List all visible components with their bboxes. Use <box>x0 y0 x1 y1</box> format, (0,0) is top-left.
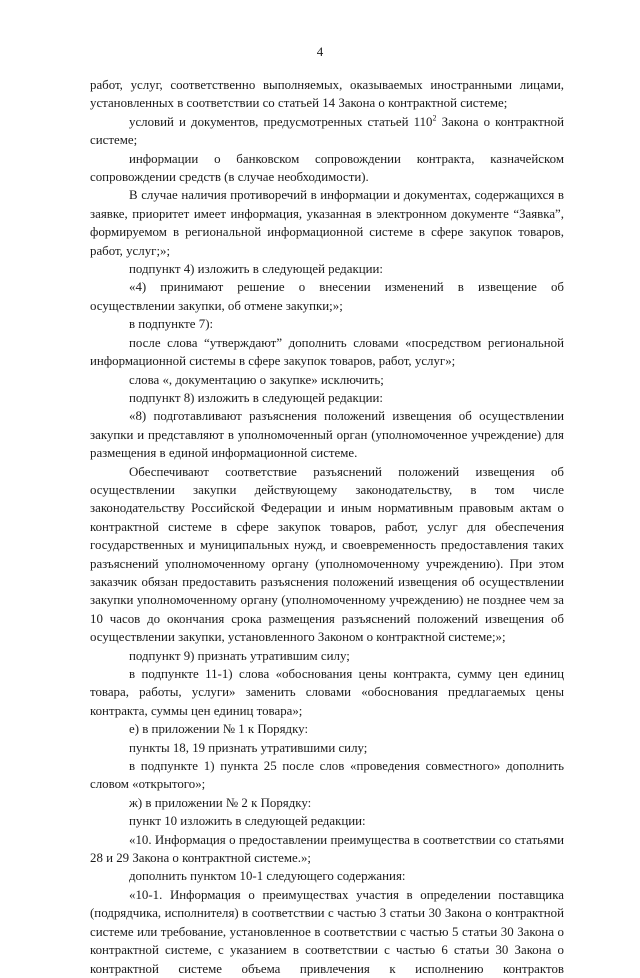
p-point-10-1-text <box>90 886 564 978</box>
p-conditions <box>90 113 564 150</box>
paragraph-text: В случае наличия противоречий в информации и документах, содержащихся в заявке, приоритет имеет информация, указанная в электронном документе “Заявка”, формируемом в региональной информационной системе в сфере закупок товаров, работ, услуг;»; <box>90 188 564 258</box>
p-subpoint9 <box>90 647 564 665</box>
p-add-point-10-1 <box>90 867 564 885</box>
paragraph-text: Обеспечивают соответствие разъяснений положений извещения об осуществлении закупки действующему законодательству, в том числе законодательству Российской Федерации и иным нормативным правовым актам о контрактной системе в сфере закупок товаров, работ, услуг для обеспечения государственных и муниципальных нужд, и своевременность предоставления таких разъяснений уполномоченному органу (уполномоченному учреждению). При этом заказчик обязан предоставить разъяснения положений извещения об осуществлении закупки уполномоченному органу (уполномоченному учреждению) не позднее чем за 10 часов до окончания срока размещения разъяснений положений извещения об осуществлении закупки, установленного Законом о контрактной системе;»; <box>90 464 564 645</box>
paragraph-text: слова «, документацию о закупке» исключить; <box>129 372 384 387</box>
p-subpoint7-heading <box>90 315 564 333</box>
p-subpoint8-heading <box>90 389 564 407</box>
p-point-10-text <box>90 831 564 868</box>
p-item-zh <box>90 794 564 812</box>
p-subpoint4-heading <box>90 260 564 278</box>
paragraph-text: «10. Информация о предоставлении преимущества в соответствии со статьями 28 и 29 Закона о контрактной системе.»; <box>90 832 564 866</box>
p-after-approve <box>90 334 564 371</box>
p-subpoint8-text <box>90 407 564 462</box>
p-foreign-persons <box>90 76 564 113</box>
p-ensure-compliance <box>90 463 564 647</box>
p-bank-support <box>90 150 564 187</box>
p-subpoint11-1 <box>90 665 564 720</box>
paragraph-text: в подпункте 7): <box>129 317 214 332</box>
paragraph-text: дополнить пунктом 10-1 следующего содержания: <box>129 869 406 884</box>
p-exclude-words <box>90 371 564 389</box>
paragraph-text: в подпункте 11-1) слова «обоснования цены контракта, сумму цен единиц товара, работы, услуги» заменить словами «обоснования предлагаемых цены контракта, суммы цен единиц товара»; <box>90 667 564 718</box>
document-body <box>90 76 564 978</box>
paragraph-text: «10-1. Информация о преимуществах участия в определении поставщика (подрядчика, исполнителя) в соответствии с частью 3 статьи 30 Закона о контрактной системе или требование, установленное в соответствии с частью 5 статьи 30 Закона о контрактной системе, с указанием в соответствии с частью 6 статьи 30 Закона о контрактной системе объема привлечения к исполнению контрактов <box>90 887 564 976</box>
p-points-18-19 <box>90 739 564 757</box>
paragraph-text: пункты 18, 19 признать утратившими силу; <box>129 740 368 755</box>
paragraph-text: работ, услуг, соответственно выполняемых, оказываемых иностранными лицами, установленных в соответствии со статьей 14 Закона о контрактной системе; <box>90 78 564 111</box>
p-point-25 <box>90 757 564 794</box>
paragraph-text: после слова “утверждают” дополнить словами «посредством региональной информационной системы в сфере закупок товаров, работ, услуг»; <box>90 335 564 369</box>
page-number: 4 <box>316 44 324 59</box>
paragraph-text: пункт 10 изложить в следующей редакции: <box>129 814 366 829</box>
paragraph-text: подпункт 9) признать утратившим силу; <box>129 648 350 663</box>
paragraph-text: «4) принимают решение о внесении изменений в извещение об осуществлении закупки, об отмене закупки;»; <box>90 280 564 313</box>
paragraph-text: условий и документов, предусмотренных статьей 110 <box>129 114 433 129</box>
paragraph-text: подпункт 4) изложить в следующей редакции: <box>129 262 384 277</box>
paragraph-text: Закона о контрактной системе; <box>90 114 565 148</box>
paragraph-text: «8) подготавливают разъяснения положений извещения об осуществлении закупки и представляют в уполномоченный орган (уполномоченное учреждение) для размещения в единой информационной системе. <box>90 409 564 461</box>
p-item-e <box>90 720 564 738</box>
paragraph-text: е) в приложении № 1 к Порядку: <box>129 722 309 737</box>
paragraph-text: подпункт 8) изложить в следующей редакции: <box>129 390 384 405</box>
p-contradictions <box>90 186 564 260</box>
paragraph-text: информации о банковском сопровождении контракта, казначейском сопровождении средств (в случае необходимости). <box>90 151 564 185</box>
superscript: 2 <box>432 113 437 123</box>
paragraph-text: в подпункте 1) пункта 25 после слов «проведения совместного» дополнить словом «открытого»; <box>90 759 564 792</box>
p-subpoint4-text <box>90 278 564 315</box>
paragraph-text: ж) в приложении № 2 к Порядку: <box>129 795 312 810</box>
p-point-10-heading <box>90 812 564 830</box>
